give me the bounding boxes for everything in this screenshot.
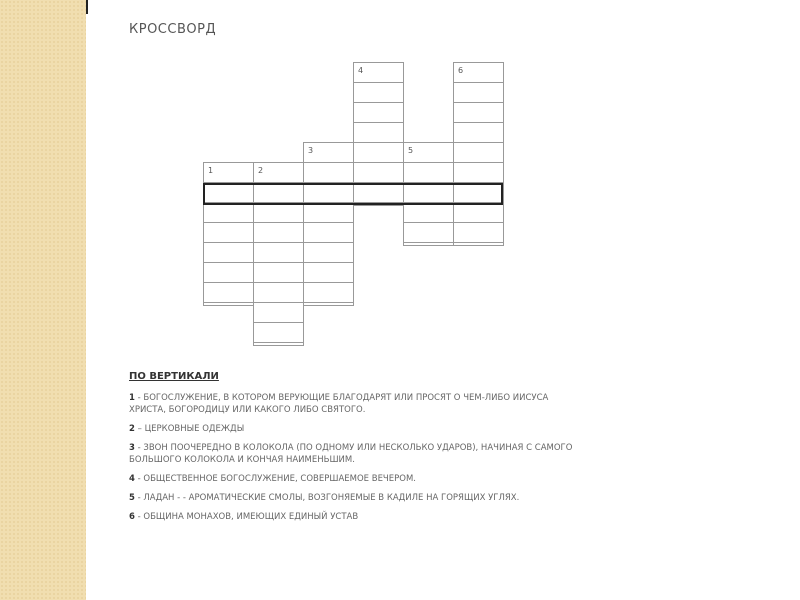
crossword-cell[interactable] xyxy=(453,202,504,223)
clue-item-number: 1 xyxy=(129,393,135,403)
crossword-cell[interactable] xyxy=(303,162,354,183)
crossword-cell[interactable] xyxy=(453,142,504,163)
crossword-cell[interactable] xyxy=(453,242,504,246)
crossword-cell[interactable] xyxy=(353,102,404,123)
clue-item-text: - ЗВОН ПООЧЕРЕДНО В КОЛОКОЛА (ПО ОДНОМУ ИЛИ НЕСКОЛЬКО УДАРОВ), НАЧИНАЯ С САМОГО БОЛЬШОГО КОЛОКОЛА И КОНЧАЯ НАИМЕНЬШИМ. xyxy=(129,443,573,465)
crossword-cell[interactable] xyxy=(453,162,504,183)
clue-number: 2 xyxy=(258,166,264,175)
crossword-cell[interactable] xyxy=(253,282,304,303)
crossword-cell[interactable] xyxy=(303,242,354,263)
clue-item-number: 6 xyxy=(129,512,135,522)
clue-item-text: - БОГОСЛУЖЕНИЕ, В КОТОРОМ ВЕРУЮЩИЕ БЛАГОДАРЯТ ИЛИ ПРОСЯТ О ЧЕМ-ЛИБО ИИСУСА ХРИСТА, БОГОРОДИЦУ ИЛИ КАКОГО ЛИБО СВЯТОГО. xyxy=(129,393,549,415)
crossword-cell[interactable] xyxy=(203,282,254,303)
clue-item xyxy=(129,473,579,485)
crossword-cell[interactable] xyxy=(253,342,304,346)
crossword-cell[interactable] xyxy=(303,302,354,306)
crossword-cell[interactable] xyxy=(303,262,354,283)
crossword-cell[interactable] xyxy=(353,142,404,163)
clue-item xyxy=(129,392,579,416)
background-texture xyxy=(0,0,86,600)
crossword-cell[interactable] xyxy=(403,242,454,246)
clue-item xyxy=(129,442,579,466)
clue-item-text: - ОБЩЕСТВЕННОЕ БОГОСЛУЖЕНИЕ, СОВЕРШАЕМОЕ ВЕЧЕРОМ. xyxy=(134,474,416,484)
clue-item-text: - ОБЩИНА МОНАХОВ, ИМЕЮЩИХ ЕДИНЫЙ УСТАВ xyxy=(134,512,359,522)
clue-list xyxy=(129,392,579,523)
clue-item-number: 3 xyxy=(129,443,135,453)
crossword-cell[interactable] xyxy=(353,82,404,103)
crossword-cell[interactable] xyxy=(353,122,404,143)
clue-number: 6 xyxy=(458,66,464,75)
crossword-cell[interactable] xyxy=(453,122,504,143)
clues-section xyxy=(129,371,579,530)
crossword-cell[interactable] xyxy=(253,302,304,323)
crossword-cell[interactable] xyxy=(403,222,454,243)
crossword-cell[interactable] xyxy=(353,162,404,183)
highlighted-row xyxy=(203,183,503,205)
crossword-cell[interactable] xyxy=(403,202,454,223)
clue-number: 3 xyxy=(308,146,314,155)
crossword-cell[interactable] xyxy=(253,242,304,263)
crossword-cell[interactable] xyxy=(303,202,354,223)
crossword-cell[interactable] xyxy=(303,282,354,303)
clues-heading: ПО ВЕРТИКАЛИ xyxy=(129,371,219,382)
clue-number: 5 xyxy=(408,146,414,155)
clue-item-number: 4 xyxy=(129,474,135,484)
crossword-cell[interactable] xyxy=(453,102,504,123)
clue-item xyxy=(129,492,579,504)
clue-item-number: 2 xyxy=(129,424,135,434)
clue-item-number: 5 xyxy=(129,493,135,503)
crossword-cell[interactable] xyxy=(403,162,454,183)
crossword-cell[interactable] xyxy=(253,322,304,343)
clue-item xyxy=(129,423,579,435)
crossword-cell[interactable] xyxy=(253,262,304,283)
crossword-cell[interactable] xyxy=(303,222,354,243)
clue-item-text: - ЛАДАН - - АРОМАТИЧЕСКИЕ СМОЛЫ, ВОЗГОНЯЕМЫЕ В КАДИЛЕ НА ГОРЯЩИХ УГЛЯХ. xyxy=(134,493,520,503)
page-title: КРОССВОРД xyxy=(129,22,217,37)
crossword-cell[interactable] xyxy=(203,242,254,263)
clue-number: 1 xyxy=(208,166,214,175)
clue-number: 4 xyxy=(358,66,364,75)
crossword-cell[interactable] xyxy=(203,222,254,243)
crossword-cell[interactable] xyxy=(453,82,504,103)
clue-item xyxy=(129,511,579,523)
crossword-cell[interactable] xyxy=(453,222,504,243)
crossword-cell[interactable] xyxy=(253,202,304,223)
clue-item-text: – ЦЕРКОВНЫЕ ОДЕЖДЫ xyxy=(134,424,245,434)
crossword-cell[interactable] xyxy=(253,222,304,243)
crossword-cell[interactable] xyxy=(203,262,254,283)
crossword-cell[interactable] xyxy=(203,202,254,223)
crossword-cell[interactable] xyxy=(203,302,254,306)
